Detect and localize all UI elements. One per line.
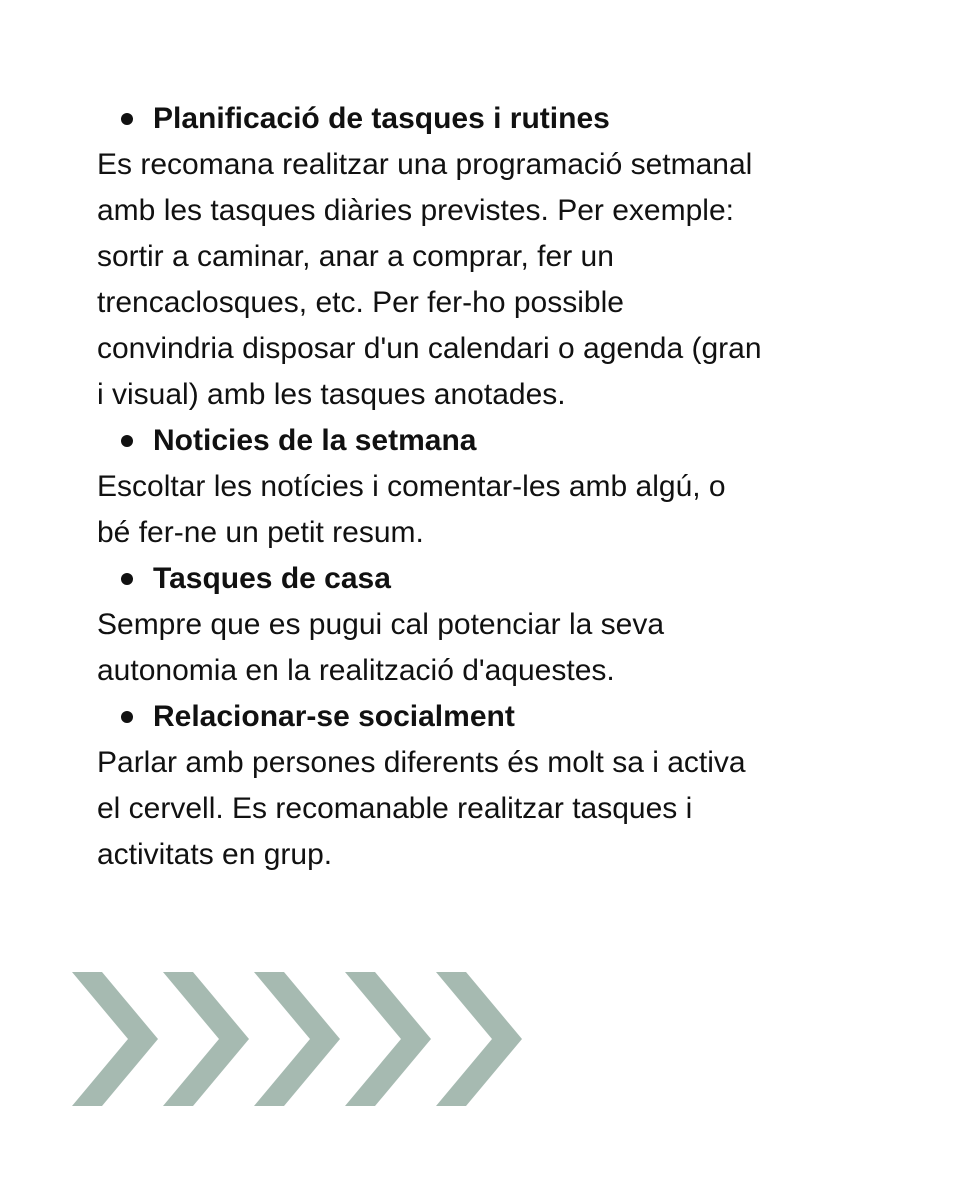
section-planning [97,96,897,418]
section-heading [97,694,897,740]
section-housework [97,556,897,694]
body-line: trencaclosques, etc. Per fer-ho possible [97,286,624,319]
body-line: Escoltar les notícies i comentar-les amb algú, o [97,470,726,503]
section-social [97,694,897,878]
section-heading [97,556,897,602]
section-heading-text: Tasques de casa [153,562,391,595]
chevron-right-icon [345,972,431,1106]
body-line: amb les tasques diàries previstes. Per exemple: [97,194,734,227]
section-heading-text: Relacionar-se socialment [153,700,515,733]
chevron-right-icon [436,972,522,1106]
section-heading-text: Planificació de tasques i rutines [153,102,610,135]
chevron-decoration [72,972,522,1106]
section-heading-text: Noticies de la setmana [153,424,477,457]
bullet-icon [121,573,133,585]
chevron-right-icon [163,972,249,1106]
body-line: Sempre que es pugui cal potenciar la seva [97,608,665,641]
body-line: el cervell. Es recomanable realitzar tasques i [97,792,693,825]
content-area [97,96,897,878]
section-news [97,418,897,556]
bullet-icon [121,435,133,447]
chevron-right-icon [254,972,340,1106]
body-line: Parlar amb persones diferents és molt sa i activa [97,746,746,779]
body-line: convindria disposar d'un calendari o agenda (gran [97,332,762,365]
bullet-icon [121,113,133,125]
chevron-right-icon [72,972,158,1106]
body-line: autonomia en la realització d'aquestes. [97,654,615,687]
body-line: activitats en grup. [97,838,333,871]
body-line: i visual) amb les tasques anotades. [97,378,566,411]
section-heading [97,96,897,142]
body-line: sortir a caminar, anar a comprar, fer un [97,240,614,273]
bullet-icon [121,711,133,723]
body-line: Es recomana realitzar una programació setmanal [97,148,753,181]
body-line: bé fer-ne un petit resum. [97,516,424,549]
section-heading [97,418,897,464]
